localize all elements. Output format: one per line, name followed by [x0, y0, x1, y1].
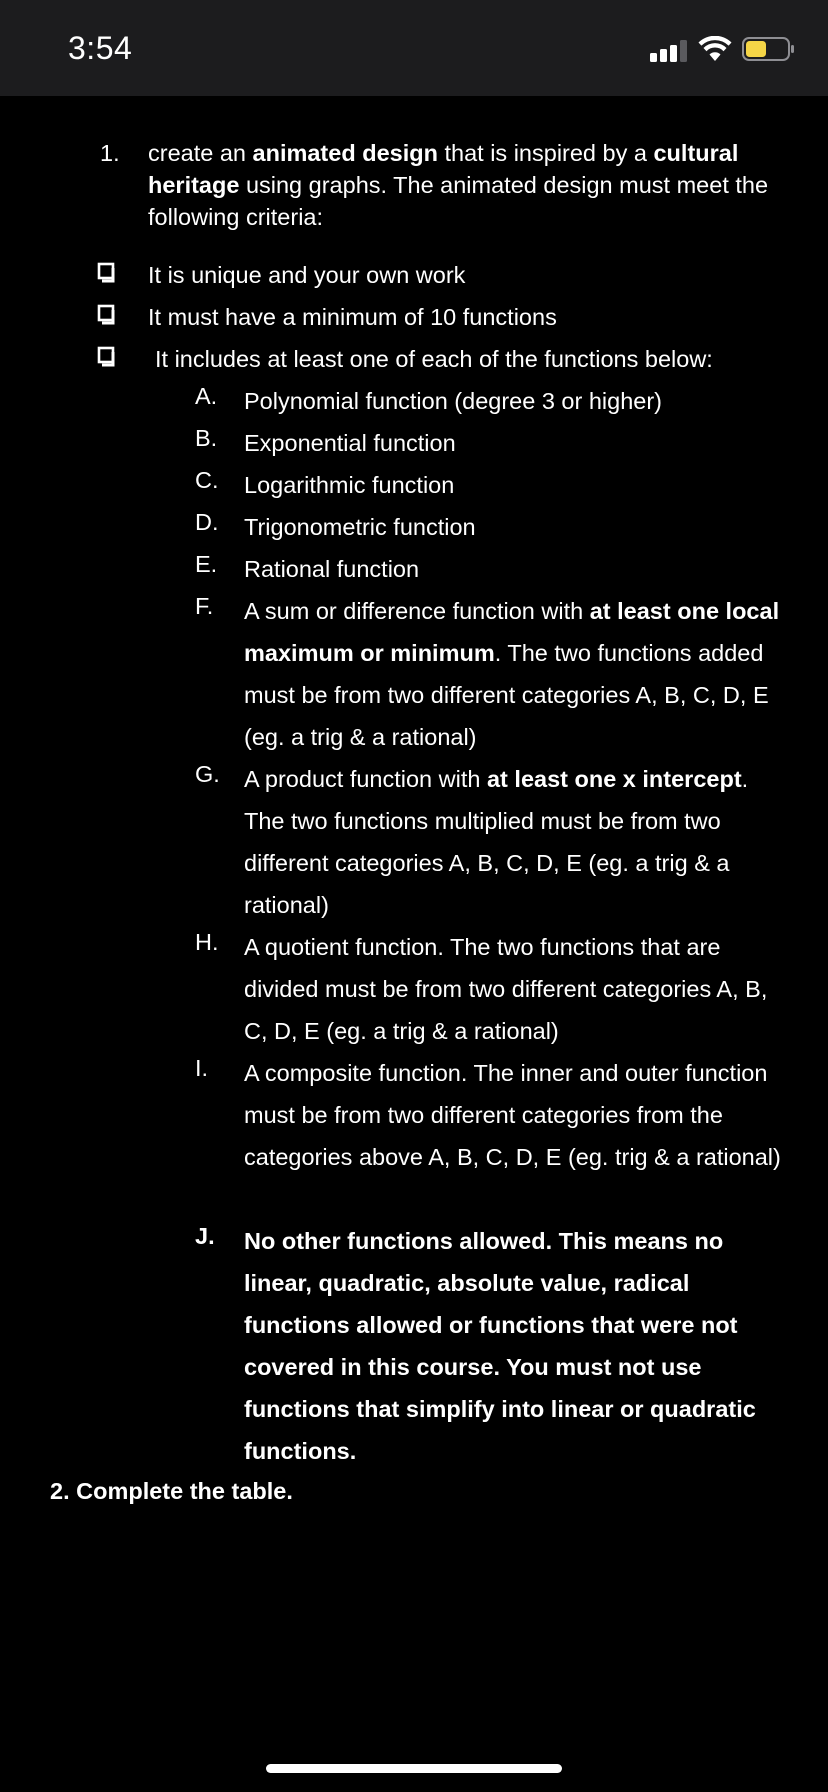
checkbox-icon: [97, 262, 119, 284]
signal-bar: [650, 53, 657, 62]
item-text: [244, 1220, 784, 1472]
text-run: . The two functions added must be from two different categories A, B, C, D, E (eg. a trig & a rational): [244, 640, 769, 750]
status-bar: [0, 0, 828, 96]
bold-text: at least one local maximum or minimum: [244, 598, 780, 666]
item-text: [244, 1052, 784, 1178]
text-run: A product function with: [244, 766, 487, 792]
checklist-item-includes: It includes at least one of each of the functions below:: [155, 346, 713, 372]
text-run: create an: [148, 140, 253, 166]
item-text: [244, 380, 784, 422]
text-run: A composite function. The inner and outer function must be from two different categories from the categories above A, B, C, D, E (eg. trig & a rational): [244, 1060, 781, 1170]
document-content: [0, 96, 828, 1696]
cellular-signal-icon: [650, 40, 690, 62]
item-letter: H.: [195, 929, 219, 955]
text-run: A sum or difference function with: [244, 598, 590, 624]
question-1-number: 1.: [100, 140, 120, 166]
bold-text: animated design: [252, 140, 438, 166]
checkbox-icon: [97, 304, 119, 326]
text-run: that is inspired by a: [437, 140, 654, 166]
signal-bar: [680, 40, 687, 62]
signal-bar: [660, 49, 667, 62]
item-letter: I.: [195, 1055, 209, 1081]
item-text: [244, 926, 784, 1052]
checklist-item-minimum: It must have a minimum of 10 functions: [148, 304, 557, 330]
text-run: Rational function: [244, 556, 420, 582]
checkbox-icon: [97, 346, 119, 368]
text-run: Exponential function: [244, 430, 456, 456]
battery-icon: [742, 37, 794, 61]
signal-bar: [670, 45, 677, 62]
wifi-icon: [698, 36, 732, 62]
status-time: 3:54: [68, 30, 133, 66]
text-run: . The two functions multiplied must be from two different categories A, B, C, D, E (eg. a trig & a rational): [244, 766, 749, 918]
text-run: Trigonometric function: [244, 514, 476, 540]
bold-text: cultural heritage: [148, 140, 739, 198]
home-indicator[interactable]: [266, 1764, 562, 1773]
item-text: [244, 506, 784, 548]
item-letter: C.: [195, 467, 219, 493]
question-1-text: [148, 137, 788, 233]
question-2-heading: 2. Complete the table.: [50, 1478, 293, 1504]
item-letter: J.: [195, 1223, 215, 1249]
text-run: Polynomial function (degree 3 or higher): [244, 388, 663, 414]
item-letter: F.: [195, 593, 214, 619]
text-run: A quotient function. The two functions that are divided must be from two different categories A, B, C, D, E (eg. a trig & a rational): [244, 934, 768, 1044]
item-text: [244, 758, 784, 926]
bold-text: No other functions allowed. This means no linear, quadratic, absolute value, radical functions allowed or functions that were not covered in this course. You must not use functions that simplify into linear or quadratic functions.: [244, 1228, 756, 1464]
item-text: [244, 548, 784, 590]
bold-text: at least one x intercept: [486, 766, 742, 792]
item-text: [244, 464, 784, 506]
item-letter: B.: [195, 425, 218, 451]
item-letter: A.: [195, 383, 218, 409]
text-run: using graphs. The animated design must meet the following criteria:: [148, 172, 769, 230]
item-letter: G.: [195, 761, 220, 787]
item-letter: E.: [195, 551, 218, 577]
text-run: Logarithmic function: [244, 472, 455, 498]
item-text: [244, 590, 784, 758]
item-text: [244, 422, 784, 464]
battery-level: [746, 41, 766, 57]
checklist-item-unique: It is unique and your own work: [148, 262, 466, 288]
item-letter: D.: [195, 509, 219, 535]
